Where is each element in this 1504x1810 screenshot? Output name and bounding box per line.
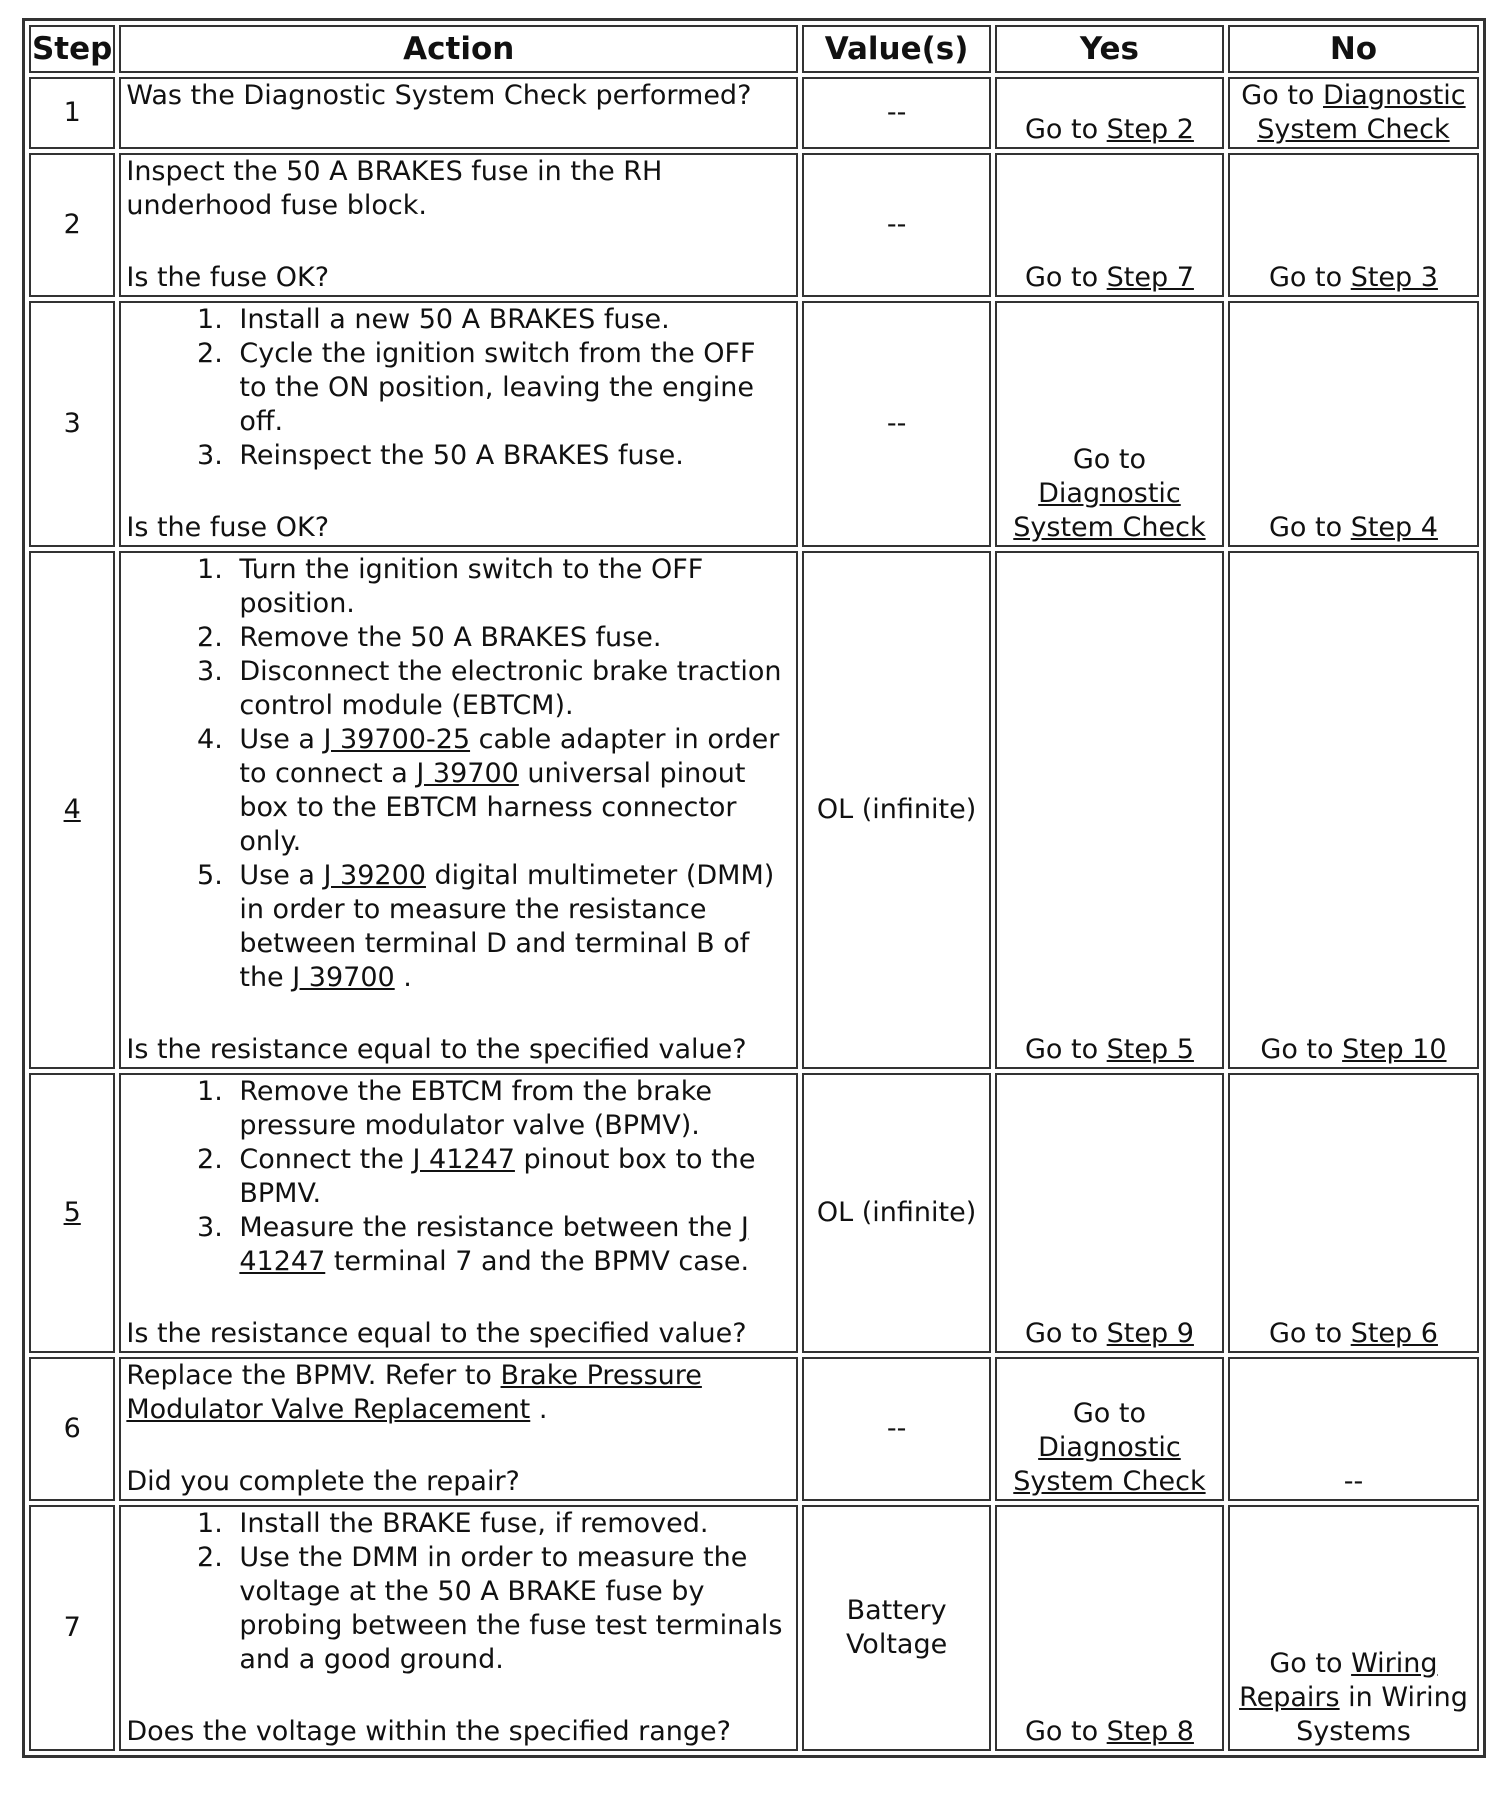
step-number: 3 bbox=[29, 301, 115, 547]
list-item: 1. Install the BRAKE fuse, if removed. bbox=[231, 1507, 791, 1541]
yes-cell bbox=[995, 1357, 1224, 1501]
list-item: 2. Cycle the ignition switch from the OFF to the ON position, leaving the engine off. bbox=[231, 337, 791, 439]
action-question: Does the voltage within the specified range? bbox=[126, 1716, 731, 1747]
yes-text: Go to bbox=[1024, 1034, 1107, 1065]
value-cell: -- bbox=[802, 153, 991, 297]
step-5-link[interactable]: 5 bbox=[63, 1197, 81, 1228]
table-row bbox=[29, 1505, 1479, 1751]
value-cell: -- bbox=[802, 77, 991, 149]
diagnostic-system-check-link[interactable]: Diagnostic System Check bbox=[1013, 1432, 1206, 1497]
action-cell bbox=[119, 77, 798, 149]
list-item: 3. Reinspect the 50 A BRAKES fuse. bbox=[231, 439, 791, 473]
step-number: 7 bbox=[29, 1505, 115, 1751]
j-41247-link[interactable]: J 41247 bbox=[239, 1212, 749, 1277]
bpmv-replacement-link[interactable]: Brake Pressure Modulator Valve Replacement bbox=[126, 1360, 702, 1425]
goto-step-10-link[interactable]: Step 10 bbox=[1342, 1034, 1447, 1065]
no-cell bbox=[1228, 1505, 1479, 1751]
goto-step-6-link[interactable]: Step 6 bbox=[1350, 1318, 1438, 1349]
list-item: 2. Connect the J 41247 pinout box to the BPMV. bbox=[231, 1143, 791, 1211]
yes-text: Go to bbox=[1024, 1716, 1107, 1747]
no-cell: -- bbox=[1228, 1357, 1479, 1501]
j-39700-link[interactable]: J 39700 bbox=[416, 758, 519, 789]
list-item: 1. Install a new 50 A BRAKES fuse. bbox=[231, 303, 791, 337]
step-number-link[interactable] bbox=[29, 551, 115, 1069]
diagnostic-table-wrapper bbox=[22, 18, 1486, 1758]
list-item: 4. Use a J 39700-25 cable adapter in order to connect a J 39700 universal pinout box to the EBTCM harness connector only. bbox=[231, 723, 791, 859]
value-cell: -- bbox=[802, 301, 991, 547]
step-4-link[interactable]: 4 bbox=[63, 794, 81, 825]
value-cell: Battery Voltage bbox=[802, 1505, 991, 1751]
no-text: Go to bbox=[1268, 1318, 1351, 1349]
table-row bbox=[29, 153, 1479, 297]
j-41247-link[interactable]: J 41247 bbox=[412, 1144, 515, 1175]
goto-step-9-link[interactable]: Step 9 bbox=[1106, 1318, 1194, 1349]
no-cell bbox=[1228, 77, 1479, 149]
table-row bbox=[29, 301, 1479, 547]
action-question: Is the resistance equal to the specified value? bbox=[126, 1034, 747, 1065]
yes-cell bbox=[995, 77, 1224, 149]
header-no: No bbox=[1228, 25, 1479, 73]
goto-step-8-link[interactable]: Step 8 bbox=[1106, 1716, 1194, 1747]
action-cell bbox=[119, 1505, 798, 1751]
action-question: Is the fuse OK? bbox=[126, 512, 330, 543]
yes-text: Go to bbox=[1024, 114, 1107, 145]
yes-text: Go to bbox=[1072, 1398, 1147, 1429]
j-39200-link[interactable]: J 39200 bbox=[323, 860, 426, 891]
no-text: Go to bbox=[1241, 80, 1324, 111]
action-cell bbox=[119, 153, 798, 297]
action-cell bbox=[119, 301, 798, 547]
no-cell bbox=[1228, 153, 1479, 297]
action-question: Is the fuse OK? bbox=[126, 262, 330, 293]
action-question: Did you complete the repair? bbox=[126, 1466, 520, 1497]
value-cell: OL (infinite) bbox=[802, 1073, 991, 1353]
no-text: Go to bbox=[1260, 1034, 1343, 1065]
action-list bbox=[126, 1507, 791, 1677]
header-action: Action bbox=[119, 25, 798, 73]
list-item: 1. Turn the ignition switch to the OFF position. bbox=[231, 553, 791, 621]
yes-cell bbox=[995, 301, 1224, 547]
goto-step-3-link[interactable]: Step 3 bbox=[1350, 262, 1438, 293]
no-text: Go to bbox=[1268, 262, 1351, 293]
table-row bbox=[29, 77, 1479, 149]
diagnostic-table bbox=[22, 18, 1486, 1758]
step-number: 6 bbox=[29, 1357, 115, 1501]
table-row bbox=[29, 1357, 1479, 1501]
header-yes: Yes bbox=[995, 25, 1224, 73]
no-cell bbox=[1228, 1073, 1479, 1353]
value-cell: OL (infinite) bbox=[802, 551, 991, 1069]
no-text-suffix: in Wiring Systems bbox=[1296, 1682, 1468, 1747]
list-item: 3. Disconnect the electronic brake traction control module (EBTCM). bbox=[231, 655, 791, 723]
yes-cell bbox=[995, 1073, 1224, 1353]
action-text: Replace the BPMV. Refer to Brake Pressure Modulator Valve Replacement . bbox=[126, 1360, 702, 1425]
list-item: 2. Use the DMM in order to measure the voltage at the 50 A BRAKE fuse by probing between the fuse test terminals and a good ground. bbox=[231, 1541, 791, 1677]
goto-step-7-link[interactable]: Step 7 bbox=[1106, 262, 1194, 293]
j-39700-25-link[interactable]: J 39700-25 bbox=[323, 724, 471, 755]
goto-step-5-link[interactable]: Step 5 bbox=[1106, 1034, 1194, 1065]
table-row bbox=[29, 551, 1479, 1069]
list-item: 5. Use a J 39200 digital multimeter (DMM) in order to measure the resistance between terminal D and terminal B of the J 39700 . bbox=[231, 859, 791, 995]
action-cell bbox=[119, 1073, 798, 1353]
value-cell: -- bbox=[802, 1357, 991, 1501]
list-item: 1. Remove the EBTCM from the brake pressure modulator valve (BPMV). bbox=[231, 1075, 791, 1143]
list-item: 3. Measure the resistance between the J 41247 terminal 7 and the BPMV case. bbox=[231, 1211, 791, 1279]
yes-text: Go to bbox=[1024, 262, 1107, 293]
yes-cell bbox=[995, 1505, 1224, 1751]
no-text: Go to bbox=[1268, 512, 1351, 543]
diagnostic-system-check-link[interactable]: Diagnostic System Check bbox=[1257, 80, 1466, 145]
diagnostic-system-check-link[interactable]: Diagnostic System Check bbox=[1013, 478, 1206, 543]
action-list bbox=[126, 1075, 791, 1279]
j-39700-link[interactable]: J 39700 bbox=[292, 962, 395, 993]
wiring-repairs-link[interactable]: Wiring Repairs bbox=[1239, 1648, 1438, 1713]
goto-step-4-link[interactable]: Step 4 bbox=[1350, 512, 1438, 543]
no-cell bbox=[1228, 551, 1479, 1069]
action-question: Is the resistance equal to the specified value? bbox=[126, 1318, 747, 1349]
yes-cell bbox=[995, 551, 1224, 1069]
step-number: 1 bbox=[29, 77, 115, 149]
action-cell bbox=[119, 551, 798, 1069]
header-step: Step bbox=[29, 25, 115, 73]
step-number-link[interactable] bbox=[29, 1073, 115, 1353]
header-values: Value(s) bbox=[802, 25, 991, 73]
list-item: 2. Remove the 50 A BRAKES fuse. bbox=[231, 621, 791, 655]
no-cell bbox=[1228, 301, 1479, 547]
yes-text: Go to bbox=[1072, 444, 1147, 475]
yes-cell bbox=[995, 153, 1224, 297]
yes-text: Go to bbox=[1024, 1318, 1107, 1349]
action-list bbox=[126, 553, 791, 995]
action-text: Inspect the 50 A BRAKES fuse in the RH underhood fuse block. bbox=[126, 156, 663, 221]
action-cell bbox=[119, 1357, 798, 1501]
table-row bbox=[29, 1073, 1479, 1353]
goto-step-2-link[interactable]: Step 2 bbox=[1106, 114, 1194, 145]
step-number: 2 bbox=[29, 153, 115, 297]
action-list bbox=[126, 303, 791, 473]
no-text: Go to bbox=[1269, 1648, 1352, 1679]
action-text: Was the Diagnostic System Check performed? bbox=[126, 80, 752, 111]
header-row bbox=[29, 25, 1479, 73]
